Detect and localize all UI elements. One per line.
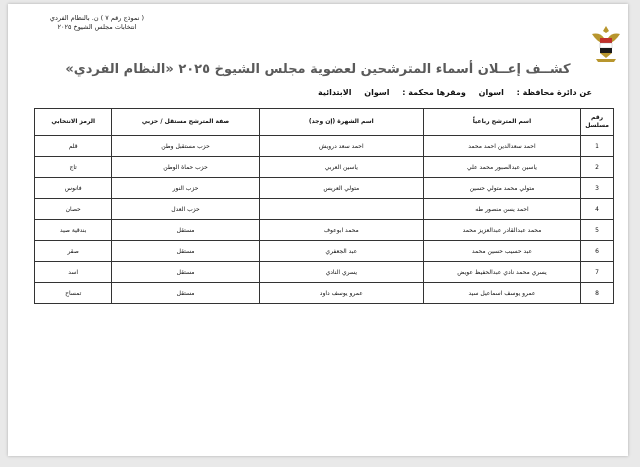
- cell-name: عمرو يوسف اسماعيل سيد: [423, 283, 580, 304]
- cell-fame: عمرو يوسف داود: [259, 283, 423, 304]
- cell-symbol: صقر: [35, 241, 112, 262]
- cell-capacity: حزب حماة الوطن: [112, 157, 259, 178]
- table-row: [35, 178, 614, 199]
- cell-number: 3: [581, 178, 614, 199]
- seat-value: اسوان: [364, 88, 390, 97]
- cell-number: 2: [581, 157, 614, 178]
- table-row: [35, 157, 614, 178]
- form-number-note: [22, 14, 172, 32]
- cell-number: 7: [581, 262, 614, 283]
- cell-symbol: اسد: [35, 262, 112, 283]
- cell-name: متولي محمد متولي حسين: [423, 178, 580, 199]
- seat-label: ومقرها محكمة :: [402, 88, 466, 97]
- cell-number: 8: [581, 283, 614, 304]
- cell-name: محمد عبدالقادر عبدالعزيز محمد: [423, 220, 580, 241]
- cell-fame: متولي العريس: [259, 178, 423, 199]
- document-title: كشــف إعــلان أسماء المترشحين لعضوية مجلس الشيوخ ٢٠٢٥ «النظام الفردي»: [65, 62, 571, 77]
- cell-symbol: فانوس: [35, 178, 112, 199]
- cell-number: 1: [581, 136, 614, 157]
- cell-name: عبد حسيب حسين محمد: [423, 241, 580, 262]
- cell-name: ياسين عبدالصبور محمد علي: [423, 157, 580, 178]
- table-row: [35, 220, 614, 241]
- form-note-line-1: ( نموذج رقم ٧ ) ن. بالنظام الفردي: [49, 14, 145, 22]
- cell-name: احمد سعدالدين احمد محمد: [423, 136, 580, 157]
- document-sheet: [8, 4, 628, 456]
- table-row: [35, 241, 614, 262]
- cell-capacity: حزب العدل: [112, 199, 259, 220]
- cell-capacity: حزب النور: [112, 178, 259, 199]
- form-note-line-2: انتخابات مجلس الشيوخ ٢٠٢٥: [57, 23, 137, 31]
- cell-name: احمد يسن منصور طه: [423, 199, 580, 220]
- egypt-eagle-emblem-icon: [588, 22, 624, 66]
- table-row: [35, 283, 614, 304]
- cell-capacity: مستقل: [112, 220, 259, 241]
- district-value: اسوان: [478, 88, 504, 97]
- cell-fame: محمد ابوعوف: [259, 220, 423, 241]
- cell-fame: عبد الجعفري: [259, 241, 423, 262]
- table-header-row: [35, 109, 614, 136]
- cell-symbol: تاج: [35, 157, 112, 178]
- table-row: [35, 136, 614, 157]
- cell-fame: [259, 199, 423, 220]
- district-line: [188, 88, 592, 97]
- cell-number: 4: [581, 199, 614, 220]
- court-type: الابتدائية: [318, 88, 352, 97]
- cell-capacity: مستقل: [112, 262, 259, 283]
- cell-capacity: مستقل: [112, 241, 259, 262]
- candidates-table: [34, 108, 614, 304]
- cell-number: 5: [581, 220, 614, 241]
- cell-symbol: قلم: [35, 136, 112, 157]
- cell-fame: يسري النادي: [259, 262, 423, 283]
- header-capacity: صفة المترشح مستقل / حزبي: [112, 109, 259, 136]
- header-symbol: الرمز الانتخابي: [35, 109, 112, 136]
- table-row: [35, 262, 614, 283]
- cell-capacity: مستقل: [112, 283, 259, 304]
- header-name: اسم المترشح رباعياً: [423, 109, 580, 136]
- table-row: [35, 199, 614, 220]
- header-number: رقم مسلسل: [581, 109, 614, 136]
- header-fame: اسم الشهرة (إن وجد): [259, 109, 423, 136]
- cell-name: يسري محمد نادي عبدالحفيظ عويض: [423, 262, 580, 283]
- district-label: عن دائرة محافظة :: [516, 88, 592, 97]
- cell-fame: احمد سعد درويش: [259, 136, 423, 157]
- cell-capacity: حزب مستقبل وطن: [112, 136, 259, 157]
- cell-number: 6: [581, 241, 614, 262]
- cell-symbol: حصان: [35, 199, 112, 220]
- cell-fame: ياسين العربي: [259, 157, 423, 178]
- cell-symbol: بندقية صيد: [35, 220, 112, 241]
- cell-symbol: تمساح: [35, 283, 112, 304]
